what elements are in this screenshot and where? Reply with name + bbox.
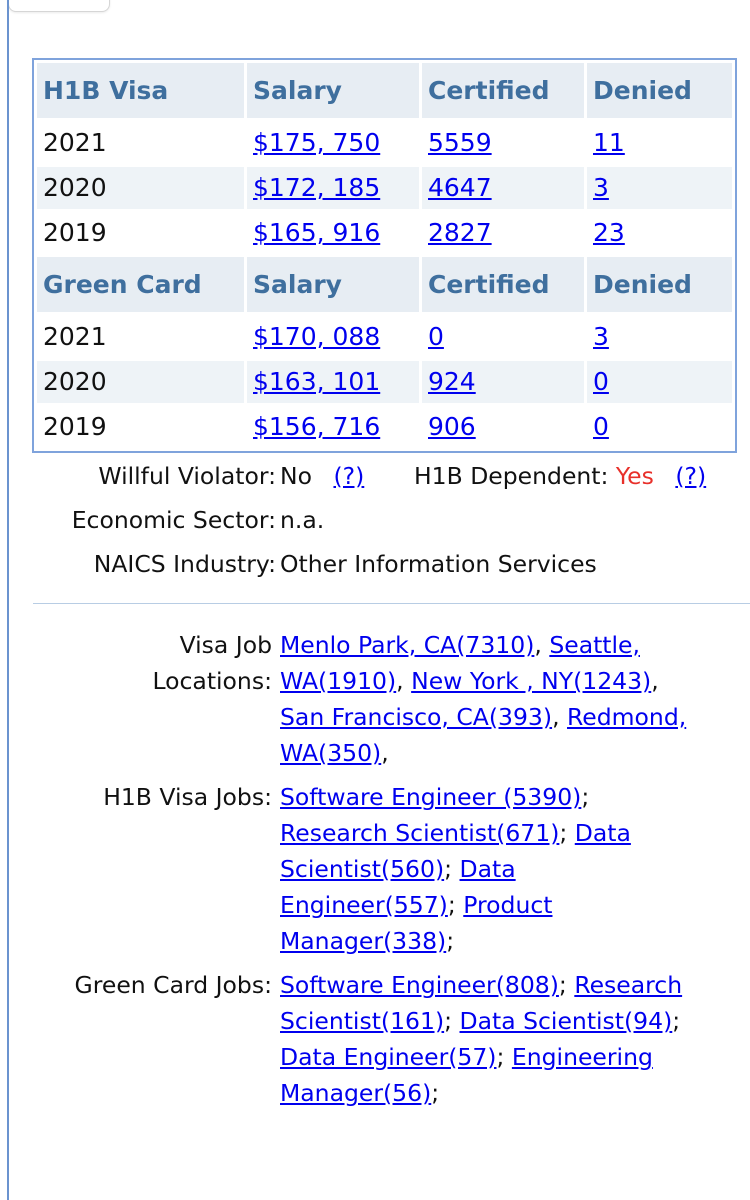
green-card-jobs-list: Software Engineer(808); Research Scientist(161); Data Scientist(94); Data Engineer(57); Engineering Manager(56); xyxy=(280,971,683,1107)
economic-sector-line xyxy=(0,506,750,538)
certified-link[interactable]: 5559 xyxy=(428,128,492,158)
green-card-row-2020 xyxy=(37,361,732,403)
green-card-header-title: Green Card xyxy=(37,257,244,312)
h1b-dependent-value: Yes xyxy=(615,462,654,490)
year-cell: 2020 xyxy=(37,167,244,209)
visa-job-locations-label: Visa Job Locations: xyxy=(152,631,272,695)
h1b-header-salary: Salary xyxy=(247,63,419,118)
salary-link[interactable]: $165, 916 xyxy=(253,218,381,248)
location-link[interactable]: New York , NY(1243) xyxy=(411,667,652,695)
visa-stats-table xyxy=(32,58,737,453)
denied-link[interactable]: 0 xyxy=(593,367,609,397)
salary-link[interactable]: $172, 185 xyxy=(253,173,381,203)
denied-link[interactable]: 3 xyxy=(593,173,609,203)
economic-sector-label: Economic Sector: xyxy=(71,506,276,534)
certified-link[interactable]: 2827 xyxy=(428,218,492,248)
naics-industry-label: NAICS Industry: xyxy=(93,550,276,578)
job-link[interactable]: Software Engineer(808) xyxy=(280,971,559,999)
salary-link[interactable]: $163, 101 xyxy=(253,367,381,397)
location-link[interactable]: WA(1910) xyxy=(280,667,397,695)
denied-link[interactable]: 11 xyxy=(593,128,625,158)
willful-violator-help-link[interactable]: (?) xyxy=(333,462,365,490)
location-link[interactable]: Redmond, xyxy=(567,703,687,731)
economic-sector-value: n.a. xyxy=(280,506,325,534)
h1b-visa-jobs-list: Software Engineer (5390); Research Scientist(671); Data Scientist(560); Data Engineer(557); Product Manager(338); xyxy=(280,783,631,955)
h1b-header-denied: Denied xyxy=(587,63,732,118)
certified-link[interactable]: 0 xyxy=(428,322,444,352)
location-link[interactable]: Seattle, xyxy=(549,631,640,659)
year-cell: 2019 xyxy=(43,218,107,248)
h1b-row-2019 xyxy=(37,212,732,254)
h1b-dependent-help-link[interactable]: (?) xyxy=(675,462,707,490)
job-link[interactable]: Manager(56) xyxy=(280,1079,432,1107)
year-cell: 2021 xyxy=(43,322,107,352)
job-link[interactable]: Engineering xyxy=(511,1043,653,1071)
job-link[interactable]: Data Engineer(57) xyxy=(280,1043,497,1071)
job-link[interactable]: Data xyxy=(574,819,631,847)
h1b-header-title: H1B Visa xyxy=(37,63,244,118)
h1b-dependent xyxy=(414,462,706,490)
year-cell: 2019 xyxy=(43,412,107,442)
green-card-header-certified: Certified xyxy=(422,257,584,312)
salary-link[interactable]: $175, 750 xyxy=(253,128,381,158)
job-link[interactable]: Research xyxy=(574,971,683,999)
green-card-row-2021 xyxy=(37,315,732,357)
denied-link[interactable]: 3 xyxy=(593,322,609,352)
job-link[interactable]: Data xyxy=(459,855,516,883)
salary-link[interactable]: $156, 716 xyxy=(253,412,381,442)
denied-link[interactable]: 23 xyxy=(593,218,625,248)
denied-link[interactable]: 0 xyxy=(593,412,609,442)
location-link[interactable]: WA(350) xyxy=(280,739,382,767)
job-link[interactable]: Scientist(560) xyxy=(280,855,445,883)
green-card-header-salary: Salary xyxy=(247,257,419,312)
year-cell: 2021 xyxy=(43,128,107,158)
job-link[interactable]: Scientist(161) xyxy=(280,1007,445,1035)
h1b-dependent-label: H1B Dependent: xyxy=(414,462,609,490)
job-link[interactable]: Research Scientist(671) xyxy=(280,819,560,847)
h1b-row-2021 xyxy=(37,121,732,163)
certified-link[interactable]: 4647 xyxy=(428,173,492,203)
certified-link[interactable]: 924 xyxy=(428,367,476,397)
salary-link[interactable]: $170, 088 xyxy=(253,322,381,352)
naics-industry-value: Other Information Services xyxy=(280,550,597,578)
location-link[interactable]: San Francisco, CA(393) xyxy=(280,703,553,731)
job-link[interactable]: Data Scientist(94) xyxy=(459,1007,673,1035)
h1b-header-row xyxy=(37,63,732,118)
job-link[interactable]: Manager(338) xyxy=(280,927,447,955)
green-card-header-denied: Denied xyxy=(587,257,732,312)
job-link[interactable]: Product xyxy=(463,891,553,919)
job-link[interactable]: Software Engineer (5390) xyxy=(280,783,582,811)
year-cell: 2020 xyxy=(37,361,244,403)
visa-job-locations-list: Menlo Park, CA(7310), Seattle, WA(1910), New York , NY(1243), San Francisco, CA(393), Redmond, WA(350), xyxy=(280,631,687,767)
h1b-row-2020 xyxy=(37,167,732,209)
willful-violator-line xyxy=(0,462,750,494)
naics-industry-line xyxy=(0,550,750,582)
willful-violator-value: No (?) xyxy=(280,462,365,490)
section-divider xyxy=(33,603,750,604)
green-card-header-row xyxy=(37,257,732,312)
green-card-row-2019 xyxy=(37,406,732,448)
green-card-jobs-label: Green Card Jobs: xyxy=(74,971,272,999)
h1b-visa-jobs-label: H1B Visa Jobs: xyxy=(103,783,272,811)
certified-link[interactable]: 906 xyxy=(428,412,476,442)
location-link[interactable]: Menlo Park, CA(7310) xyxy=(280,631,535,659)
willful-violator-label: Willful Violator: xyxy=(98,462,276,490)
h1b-header-certified: Certified xyxy=(422,63,584,118)
job-link[interactable]: Engineer(557) xyxy=(280,891,448,919)
